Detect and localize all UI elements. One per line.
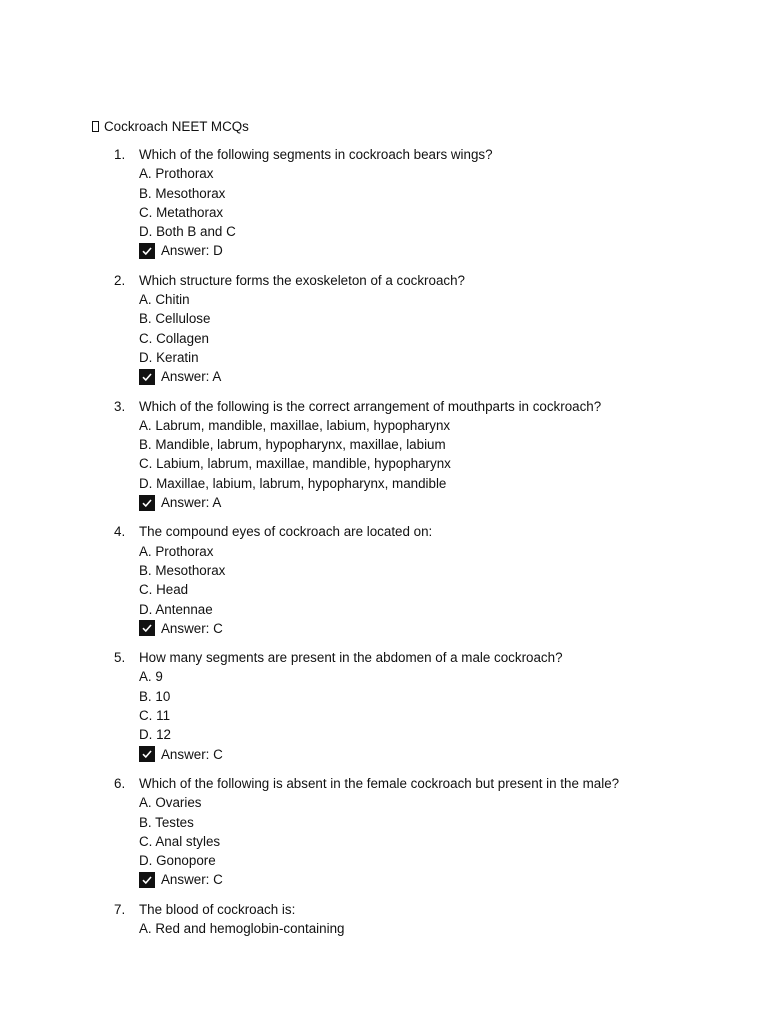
question-number: 1. xyxy=(114,147,126,162)
question-list xyxy=(114,145,754,948)
check-mark-icon xyxy=(139,243,155,259)
answer-option: C. Collagen xyxy=(139,330,209,346)
question-number: 3. xyxy=(114,398,126,414)
question-text: How many segments are present in the abdomen of a male cockroach? xyxy=(139,650,563,666)
question-number: 7. xyxy=(114,901,126,917)
question-text: Which of the following segments in cockroach bears wings? xyxy=(139,147,493,162)
document-title xyxy=(92,117,249,136)
answer-line xyxy=(139,241,754,260)
question-item xyxy=(114,522,754,638)
answer-option: A. Prothorax xyxy=(139,543,214,559)
answer-option: A. 9 xyxy=(139,669,163,685)
answer-option: D. Keratin xyxy=(139,349,199,365)
answer-option: A. Labrum, mandible, maxillae, labium, hypopharynx xyxy=(139,417,451,433)
question-number: 4. xyxy=(114,524,126,540)
answer-option: A. Red and hemoglobin-containing xyxy=(139,920,345,936)
answer-option: C. Head xyxy=(139,582,189,598)
answer-text: Answer: A xyxy=(161,369,222,385)
question-item xyxy=(114,648,754,764)
question-text: Which structure forms the exoskeleton of a cockroach? xyxy=(139,272,465,288)
answer-text: Answer: D xyxy=(161,243,223,259)
answer-option: C. Anal styles xyxy=(139,833,221,849)
answer-text: Answer: A xyxy=(161,495,222,511)
answer-option: D. Both B and C xyxy=(139,224,236,240)
answer-option: B. Mandible, labrum, hypopharynx, maxillae, labium xyxy=(139,437,446,453)
answer-line xyxy=(139,745,754,764)
answer-text: Answer: C xyxy=(161,620,223,636)
answer-option: D. Gonopore xyxy=(139,853,216,869)
question-text: The compound eyes of cockroach are located on: xyxy=(139,524,433,540)
check-mark-icon xyxy=(139,369,155,385)
missing-glyph-icon xyxy=(92,121,99,132)
answer-option: C. 11 xyxy=(139,708,171,724)
answer-text: Answer: C xyxy=(161,746,223,762)
question-number: 5. xyxy=(114,650,126,666)
question-item xyxy=(114,145,754,261)
answer-option: B. Cellulose xyxy=(139,311,211,327)
question-number: 2. xyxy=(114,272,126,288)
question-item xyxy=(114,900,754,939)
question-number: 6. xyxy=(114,775,126,791)
answer-option: D. Antennae xyxy=(139,601,213,617)
question-item xyxy=(114,774,754,890)
document-title-text: Cockroach NEET MCQs xyxy=(104,119,249,134)
question-text: Which of the following is the correct arrangement of mouthparts in cockroach? xyxy=(139,398,602,414)
answer-line xyxy=(139,619,754,638)
question-item xyxy=(114,271,754,387)
answer-line xyxy=(139,493,754,512)
answer-line xyxy=(139,870,754,889)
answer-option: B. Mesothorax xyxy=(139,562,226,578)
answer-option: B. 10 xyxy=(139,688,171,704)
answer-option: C. Labium, labrum, maxillae, mandible, hypopharynx xyxy=(139,456,451,472)
answer-option: A. Chitin xyxy=(139,292,190,308)
check-mark-icon xyxy=(139,872,155,888)
question-text: The blood of cockroach is: xyxy=(139,901,296,917)
answer-option: B. Mesothorax xyxy=(139,185,226,201)
check-mark-icon xyxy=(139,495,155,511)
answer-option: B. Testes xyxy=(139,814,194,830)
answer-option: A. Prothorax xyxy=(139,166,214,182)
question-item xyxy=(114,397,754,513)
check-mark-icon xyxy=(139,620,155,636)
answer-option: C. Metathorax xyxy=(139,204,224,220)
answer-option: D. 12 xyxy=(139,727,172,743)
check-mark-icon xyxy=(139,746,155,762)
answer-option: A. Ovaries xyxy=(139,795,202,811)
answer-text: Answer: C xyxy=(161,872,223,888)
answer-line xyxy=(139,367,754,386)
answer-option: D. Maxillae, labium, labrum, hypopharynx, mandible xyxy=(139,475,447,491)
question-text: Which of the following is absent in the female cockroach but present in the male? xyxy=(139,775,620,791)
